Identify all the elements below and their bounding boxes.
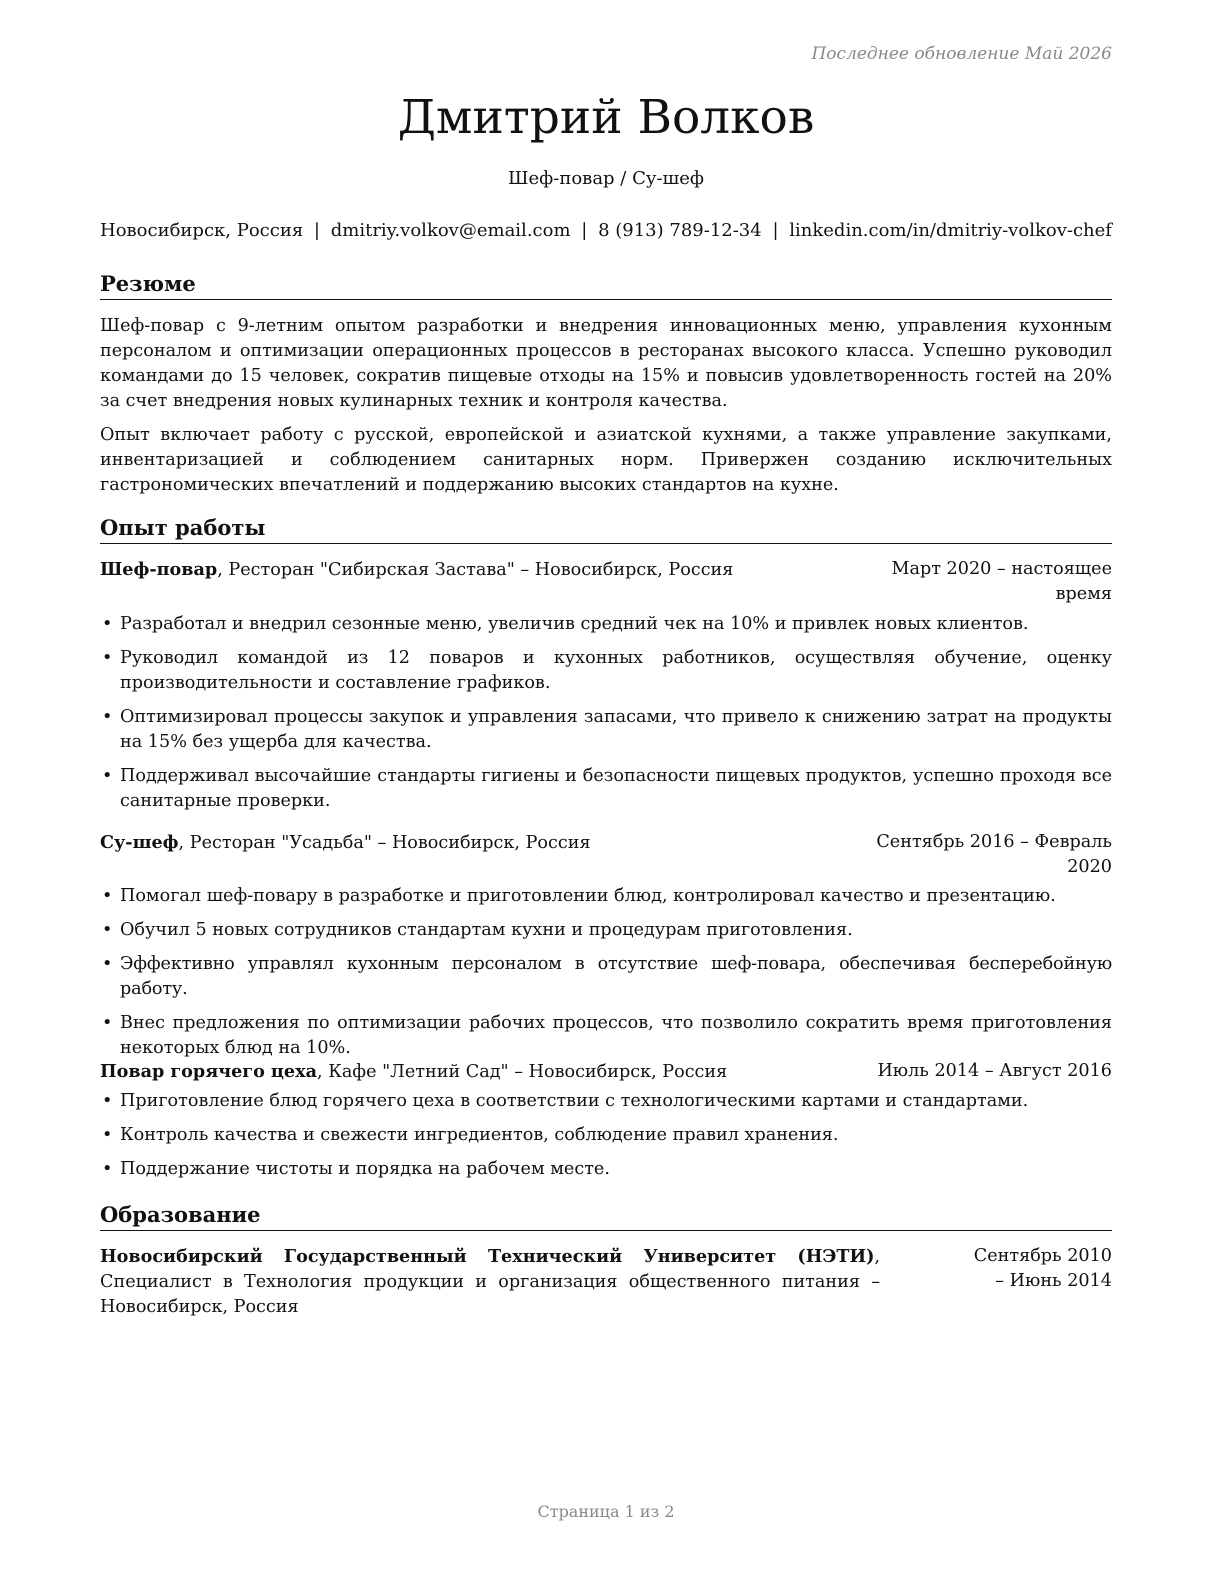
bullet-icon: • xyxy=(102,1013,113,1033)
education-dates: Сентябрь 2010 – Июнь 2014 xyxy=(973,1246,1112,1291)
job-dates: Июль 2014 – Август 2016 xyxy=(877,1061,1112,1081)
list-item: • Поддержание чистоты и порядка на рабочем месте. xyxy=(100,1157,1112,1182)
job-title: Повар горячего цеха xyxy=(100,1061,318,1082)
job-dates: Март 2020 – настоящее время xyxy=(891,559,1112,604)
list-item: • Разработал и внедрил сезонные меню, увеличив средний чек на 10% и привлек новых клиентов. xyxy=(100,612,1112,637)
list-item: • Помогал шеф-повару в разработке и приготовлении блюд, контролировал качество и презентацию. xyxy=(100,884,1112,909)
bullet-icon: • xyxy=(102,614,113,634)
job-employer: , Кафе "Летний Сад" – Новосибирск, Россия xyxy=(317,1062,728,1082)
contact-email[interactable]: dmitriy.volkov@email.com xyxy=(330,220,571,241)
section-heading-summary: Резюме xyxy=(100,271,1112,300)
bullet-icon: • xyxy=(102,1125,113,1145)
summary-paragraph: Шеф-повар с 9-летним опытом разработки и внедрения инновационных меню, управления кухонным персоналом и оптимизации операционных процессов в ресторанах высокого класса. Успешно руководил командами до 15 человек, сократив пищевые отходы на 15% и повысив удовлетворенность гостей на 20% за счет внедрения новых кулинарных техник и контроля качества. xyxy=(100,316,1112,411)
list-item: • Внес предложения по оптимизации рабочих процессов, что позволило сократить время приготовления некоторых блюд на 10%. xyxy=(102,1013,1112,1058)
bullet-icon: • xyxy=(102,766,113,786)
job-title: Су-шеф xyxy=(100,832,179,853)
list-item: • Приготовление блюд горячего цеха в соответствии с технологическими картами и стандартами. xyxy=(100,1089,1112,1114)
job-header xyxy=(100,1059,1112,1084)
job-employer: , Ресторан "Усадьба" – Новосибирск, Россия xyxy=(178,833,591,853)
job-employer: , Ресторан "Сибирская Застава" – Новосибирск, Россия xyxy=(217,560,734,580)
contact-separator: | xyxy=(313,220,320,241)
education-details: , Специалист в Технология продукции и организация общественного питания – Новосибирск, Россия xyxy=(100,1247,880,1317)
last-updated-note: Последнее обновление Май 2026 xyxy=(811,44,1112,64)
list-item: • Поддерживал высочайшие стандарты гигиены и безопасности пищевых продуктов, успешно проходя все санитарные проверки. xyxy=(102,766,1112,811)
job-subtitle: Шеф-повар / Су-шеф xyxy=(507,168,704,189)
job-title-line xyxy=(100,1059,727,1085)
candidate-name: Дмитрий Волков xyxy=(397,90,815,145)
list-item: • Руководил командой из 12 поваров и кухонных работников, осуществляя обучение, оценку производительности и составление графиков. xyxy=(102,648,1112,693)
job-bullet-list xyxy=(100,884,1112,1070)
job-bullet-list xyxy=(100,1089,1112,1191)
education-entry xyxy=(100,1244,1112,1320)
list-item: • Контроль качества и свежести ингредиентов, соблюдение правил хранения. xyxy=(100,1123,1112,1148)
list-item: • Оптимизировал процессы закупок и управления запасами, что привело к снижению затрат на продукты на 15% без ущерба для качества. xyxy=(102,707,1112,752)
job-title-line xyxy=(100,830,591,856)
bullet-icon: • xyxy=(102,954,113,974)
education-institution: Новосибирский Государственный Технический Университет (НЭТИ) xyxy=(100,1246,875,1267)
job-title: Шеф-повар xyxy=(100,559,218,580)
job-header xyxy=(100,830,1112,880)
resume-page xyxy=(100,0,1112,1584)
summary-paragraph: Опыт включает работу с русской, европейской и азиатской кухнями, а также управление закупками, инвентаризацией и соблюдением санитарных норм. Привержен созданию исключительных гастрономических впечатлений и поддержанию высоких стандартов на кухне. xyxy=(100,425,1112,495)
contact-phone[interactable]: 8 (913) 789-12-34 xyxy=(598,220,762,241)
contact-separator: | xyxy=(581,220,588,241)
bullet-icon: • xyxy=(102,1091,113,1111)
contact-location: Новосибирск, Россия xyxy=(100,220,304,241)
section-heading-experience: Опыт работы xyxy=(100,515,1112,544)
bullet-icon: • xyxy=(102,920,113,940)
contact-linkedin[interactable]: linkedin.com/in/dmitriy-volkov-chef xyxy=(789,220,1112,241)
section-heading-education: Образование xyxy=(100,1202,1112,1231)
list-item: • Эффективно управлял кухонным персоналом в отсутствие шеф-повара, обеспечивая бесперебойную работу. xyxy=(102,954,1112,999)
contact-line xyxy=(100,219,1112,243)
job-bullet-list xyxy=(100,612,1112,823)
education-text xyxy=(100,1244,880,1320)
job-header xyxy=(100,557,1112,607)
bullet-icon: • xyxy=(102,886,113,906)
contact-separator: | xyxy=(772,220,779,241)
bullet-icon: • xyxy=(102,707,113,727)
job-title-line xyxy=(100,557,733,583)
list-item: • Обучил 5 новых сотрудников стандартам кухни и процедурам приготовления. xyxy=(100,918,1112,943)
bullet-icon: • xyxy=(102,648,113,668)
bullet-icon: • xyxy=(102,1159,113,1179)
job-dates: Сентябрь 2016 – Февраль 2020 xyxy=(876,832,1112,877)
page-number: Страница 1 из 2 xyxy=(537,1502,675,1521)
